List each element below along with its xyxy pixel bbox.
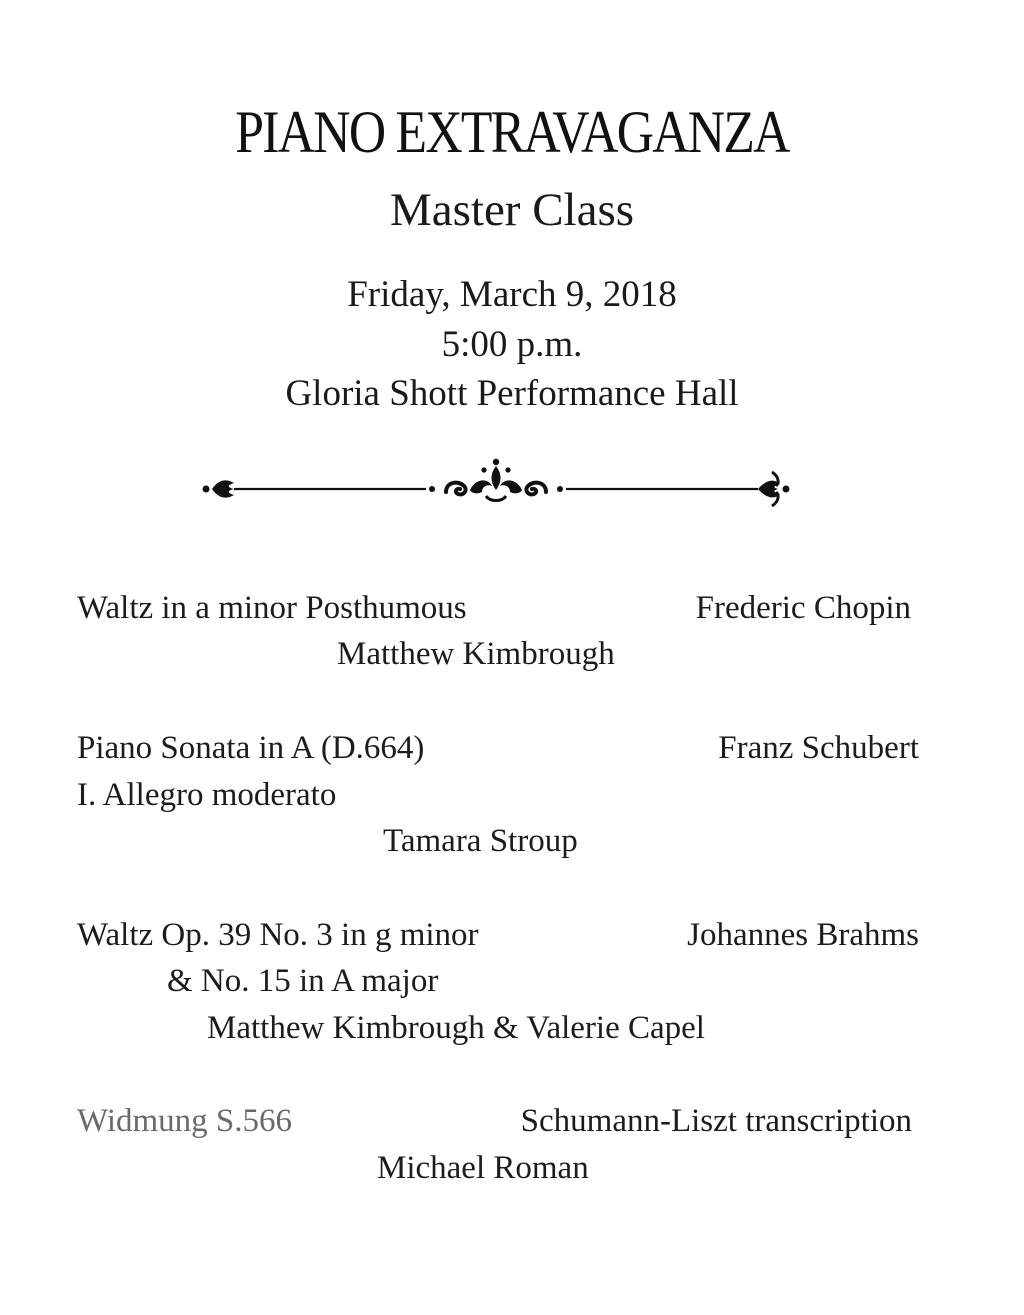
event-date: Friday, March 9, 2018 xyxy=(347,274,677,315)
performer-name: Matthew Kimbrough & Valerie Capel xyxy=(207,1010,705,1046)
work-movement: I. Allegro moderato xyxy=(77,777,337,813)
work-title: Piano Sonata in A (D.664) xyxy=(77,730,425,766)
composer-name: Schumann-Liszt transcription xyxy=(520,1103,912,1139)
composer-name: Frederic Chopin xyxy=(695,590,911,626)
composer-name: Johannes Brahms xyxy=(687,917,919,953)
work-title: Waltz in a minor Posthumous xyxy=(77,590,467,626)
performer-name: Tamara Stroup xyxy=(383,823,578,859)
event-venue: Gloria Shott Performance Hall xyxy=(285,373,739,414)
scroll-flourish-divider-icon xyxy=(200,456,792,518)
work-title-continued: & No. 15 in A major xyxy=(167,963,439,999)
performer-name: Matthew Kimbrough xyxy=(337,636,615,672)
page-title: PIANO EXTRAVAGANZA xyxy=(235,99,789,165)
page-subtitle: Master Class xyxy=(389,184,635,236)
work-title: Waltz Op. 39 No. 3 in g minor xyxy=(77,917,479,953)
work-title: Widmung S.566 xyxy=(77,1103,293,1139)
event-time: 5:00 p.m. xyxy=(441,324,583,365)
composer-name: Franz Schubert xyxy=(718,730,919,766)
performer-name: Michael Roman xyxy=(377,1150,589,1186)
